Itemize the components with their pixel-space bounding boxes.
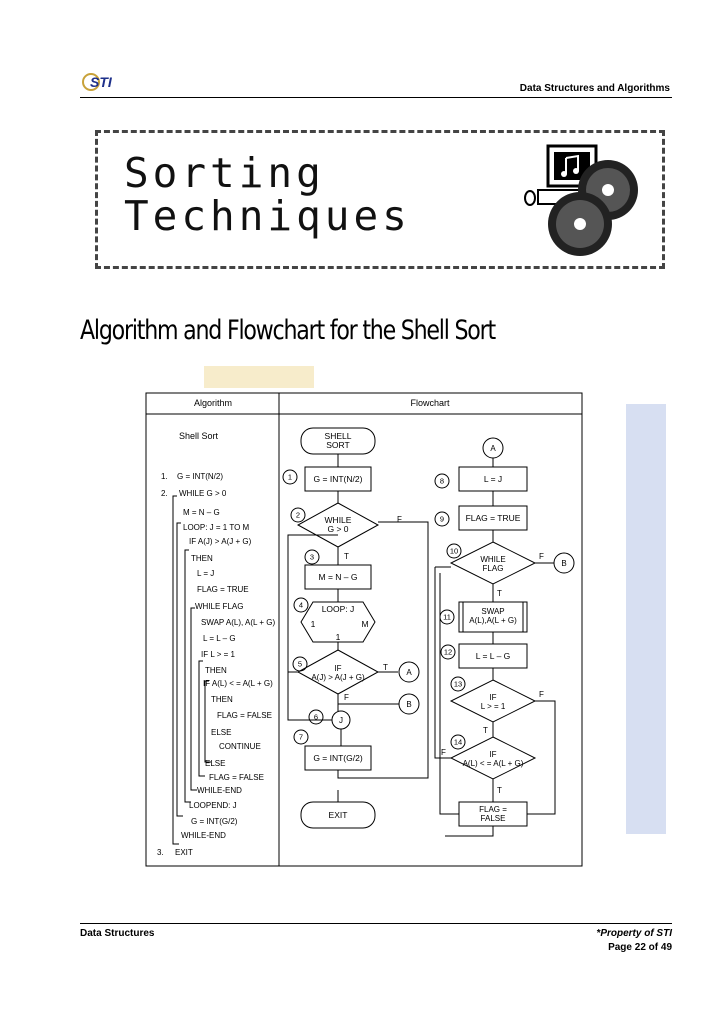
algo-step-2-num: 2. bbox=[161, 489, 168, 498]
box-m: M = N – G bbox=[318, 572, 358, 582]
decision-while-flag bbox=[480, 555, 505, 573]
algo-line: WHILE-END bbox=[197, 786, 242, 795]
algo-line: WHILE-END bbox=[181, 831, 226, 840]
step-number: 1 bbox=[287, 472, 293, 482]
algo-line: WHILE FLAG bbox=[195, 602, 244, 611]
b15-line2: FALSE bbox=[480, 814, 506, 823]
algo-line: LOOPEND: J bbox=[189, 801, 237, 810]
footer-page-number: Page 22 of 49 bbox=[608, 942, 672, 953]
algo-line: THEN bbox=[205, 666, 227, 675]
header-rule bbox=[80, 97, 672, 98]
false-label: F bbox=[397, 515, 402, 524]
connector-b: B bbox=[561, 559, 567, 568]
d10-line1: WHILE bbox=[480, 555, 506, 564]
connector-j: J bbox=[339, 716, 343, 725]
loop-label: LOOP: J bbox=[321, 604, 355, 614]
algo-line: WHILE G > 0 bbox=[179, 489, 227, 498]
step-number: 12 bbox=[443, 647, 453, 657]
decision-if-aj bbox=[311, 664, 364, 682]
true-label: T bbox=[483, 726, 488, 735]
step-number: 2 bbox=[295, 510, 301, 520]
logo-text: STI bbox=[90, 74, 112, 90]
algo-line: L = J bbox=[197, 569, 215, 578]
footer-rule bbox=[80, 923, 672, 924]
algo-line: FLAG = FALSE bbox=[209, 773, 264, 782]
algo-line: IF A(L) < = A(L + G) bbox=[203, 679, 273, 688]
algo-line: M = N – G bbox=[183, 508, 220, 517]
sti-logo bbox=[82, 71, 122, 93]
algo-line: THEN bbox=[191, 554, 213, 563]
step-number: 5 bbox=[297, 659, 303, 669]
algo-line: FLAG = FALSE bbox=[217, 711, 272, 720]
d10-line2: FLAG bbox=[482, 564, 504, 573]
computer-cd-clipart bbox=[518, 138, 644, 258]
false-label: F bbox=[344, 693, 349, 702]
algo-line: SWAP A(L), A(L + G) bbox=[201, 618, 276, 627]
d2-line1: WHILE bbox=[324, 515, 352, 525]
watermark-band-right bbox=[626, 404, 666, 834]
d2-line2: G > 0 bbox=[327, 524, 349, 534]
box-l-j: L = J bbox=[483, 474, 503, 484]
algo-line: EXIT bbox=[175, 848, 193, 857]
box-g-half: G = INT(G/2) bbox=[313, 753, 363, 763]
algo-line: G = INT(N/2) bbox=[177, 472, 224, 481]
start-line2: SORT bbox=[326, 440, 350, 450]
true-label: T bbox=[497, 786, 502, 795]
loop-from: 1 bbox=[310, 619, 316, 629]
loop-step: 1 bbox=[335, 632, 341, 642]
watermark-band-gold bbox=[204, 366, 314, 388]
decision-if-al bbox=[463, 750, 524, 768]
figure-lines bbox=[145, 392, 583, 867]
connector-b: B bbox=[406, 700, 412, 709]
footer-property: *Property of STI bbox=[596, 928, 672, 939]
step-number: 14 bbox=[453, 737, 463, 747]
box-flag-false bbox=[479, 805, 507, 823]
loop-to: M bbox=[361, 619, 369, 629]
algo-line: ELSE bbox=[211, 728, 232, 737]
start-terminal-label bbox=[325, 432, 352, 450]
algo-line: THEN bbox=[211, 695, 233, 704]
algo-line: ELSE bbox=[205, 759, 226, 768]
d5-line2: A(J) > A(J + G) bbox=[311, 673, 365, 682]
algo-line: FLAG = TRUE bbox=[197, 585, 249, 594]
step-number: 7 bbox=[298, 732, 304, 742]
section-title: Algorithm and Flowchart for the Shell Sort bbox=[80, 315, 495, 346]
algo-title: Shell Sort bbox=[179, 431, 219, 441]
banner-title-line1: Sorting bbox=[124, 149, 325, 197]
true-label: T bbox=[344, 552, 349, 561]
step-number: 11 bbox=[443, 612, 451, 622]
false-label: F bbox=[441, 748, 446, 757]
algo-line: LOOP: J = 1 TO M bbox=[183, 523, 250, 532]
step-number: 13 bbox=[453, 679, 463, 689]
b15-line1: FLAG = bbox=[479, 805, 507, 814]
algo-line: CONTINUE bbox=[219, 742, 261, 751]
true-label: T bbox=[497, 589, 502, 598]
d14-line2: A(L) < = A(L + G) bbox=[462, 759, 524, 768]
exit-terminal: EXIT bbox=[328, 810, 348, 820]
footer-course: Data Structures bbox=[80, 928, 155, 939]
box-swap bbox=[469, 607, 517, 625]
algo-step-3-num: 3. bbox=[157, 848, 164, 857]
header-title: Data Structures and Algorithms bbox=[519, 83, 670, 94]
d14-line1: IF bbox=[489, 750, 497, 759]
step-number: 10 bbox=[449, 546, 459, 556]
banner-title bbox=[124, 149, 411, 240]
algo-line: G = INT(G/2) bbox=[191, 817, 238, 826]
connector-a: A bbox=[406, 668, 412, 677]
algo-line: IF A(J) > A(J + G) bbox=[189, 537, 252, 546]
decision-while-g bbox=[325, 516, 352, 534]
box-flag-true: FLAG = TRUE bbox=[465, 513, 521, 523]
d13-line2: L > = 1 bbox=[480, 702, 506, 711]
start-line1: SHELL bbox=[324, 431, 352, 441]
algo-line: IF L > = 1 bbox=[201, 650, 235, 659]
box-l-minus-g: L = L – G bbox=[475, 651, 511, 661]
decision-if-l bbox=[481, 693, 506, 711]
algo-line: L = L – G bbox=[203, 634, 236, 643]
connector-a: A bbox=[490, 444, 496, 453]
step-number: 6 bbox=[313, 712, 319, 722]
flowchart-heading: Flowchart bbox=[410, 398, 450, 408]
box-g-init: G = INT(N/2) bbox=[313, 474, 363, 484]
algorithm-heading: Algorithm bbox=[193, 398, 233, 408]
d5-line1: IF bbox=[334, 664, 342, 673]
d13-line1: IF bbox=[489, 693, 497, 702]
step-number: 8 bbox=[439, 476, 445, 486]
banner-title-line2: Techniques bbox=[124, 192, 411, 240]
step-number: 4 bbox=[298, 600, 304, 610]
algo-step-1-num: 1. bbox=[161, 472, 168, 481]
step-number: 3 bbox=[309, 552, 315, 562]
true-label: T bbox=[383, 663, 388, 672]
false-label: F bbox=[539, 552, 544, 561]
step-number: 9 bbox=[439, 514, 445, 524]
false-label: F bbox=[539, 690, 544, 699]
b11-line2: A(L),A(L + G) bbox=[469, 616, 517, 625]
shell-sort-figure bbox=[145, 392, 583, 867]
b11-line1: SWAP bbox=[481, 607, 505, 616]
